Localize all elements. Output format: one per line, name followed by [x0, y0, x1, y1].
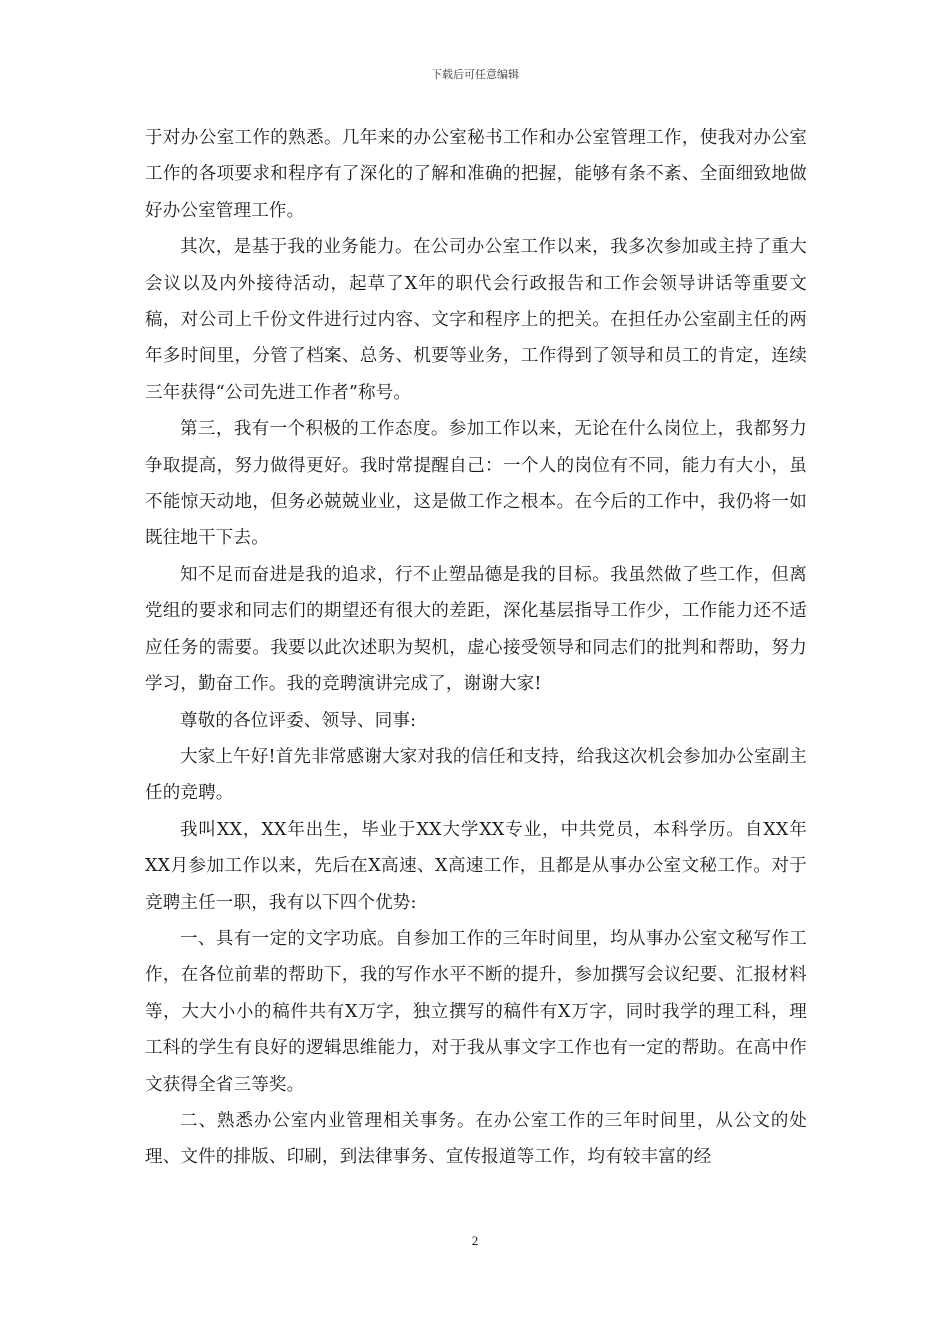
- paragraph: 知不足而奋进是我的追求，行不止塑品德是我的目标。我虽然做了些工作，但离党组的要求和同志们的期望还有很大的差距，深化基层指导工作少，工作能力还不适应任务的需要。我要以此次述职为契机，虚心接受领导和同志们的批判和帮助，努力学习，勤奋工作。我的竞聘演讲完成了，谢谢大家!: [145, 564, 807, 695]
- paragraph: 我叫XX，XX年出生，毕业于XX大学XX专业，中共党员，本科学历。自XX年XX月参加工作以来，先后在X高速、X高速工作，且都是从事办公室文秘工作。对于竞聘主任一职，我有以下四个优势:: [145, 819, 807, 913]
- page-header: 下载后可任意编辑: [431, 68, 519, 81]
- salutation: 尊敬的各位评委、领导、同事:: [180, 710, 417, 731]
- paragraph: 其次，是基于我的业务能力。在公司办公室工作以来，我多次参加或主持了重大会议以及内外接待活动，起草了X年的职代会行政报告和工作会领导讲话等重要文稿，对公司上千份文件进行过内容、文字和程序上的把关。在担任办公室副主任的两年多时间里，分管了档案、总务、机要等业务，工作得到了领导和员工的肯定，连续三年获得“公司先进工作者”称号。: [145, 237, 807, 403]
- paragraph-continuation: 于对办公室工作的熟悉。几年来的办公室秘书工作和办公室管理工作，使我对办公室工作的各项要求和程序有了深化的了解和准确的把握，能够有条不紊、全面细致地做好办公室管理工作。: [145, 128, 807, 221]
- paragraph: 一、具有一定的文字功底。自参加工作的三年时间里，均从事办公室文秘写作工作，在各位前辈的帮助下，我的写作水平不断的提升，参加撰写会议纪要、汇报材料等，大大小小的稿件共有X万字，独立撰写的稿件有X万字，同时我学的理工科，理工科的学生有良好的逻辑思维能力，对于我从事文字工作也有一定的帮助。在高中作文获得全省三等奖。: [145, 928, 807, 1095]
- page-number: 2: [471, 1233, 479, 1248]
- greeting-paragraph: 大家上午好!首先非常感谢大家对我的信任和支持，给我这次机会参加办公室副主任的竞聘。: [145, 746, 807, 804]
- paragraph: 二、熟悉办公室内业管理相关事务。在办公室工作的三年时间里，从公文的处理、文件的排版、印刷，到法律事务、宣传报道等工作，均有较丰富的经: [145, 1110, 807, 1168]
- document-body: [145, 120, 807, 1176]
- paragraph: 第三，我有一个积极的工作态度。参加工作以来，无论在什么岗位上，我都努力争取提高，努力做得更好。我时常提醒自己：一个人的岗位有不同，能力有大小，虽不能惊天动地，但务必兢兢业业，这是做工作之根本。在今后的工作中，我仍将一如既往地干下去。: [145, 419, 807, 549]
